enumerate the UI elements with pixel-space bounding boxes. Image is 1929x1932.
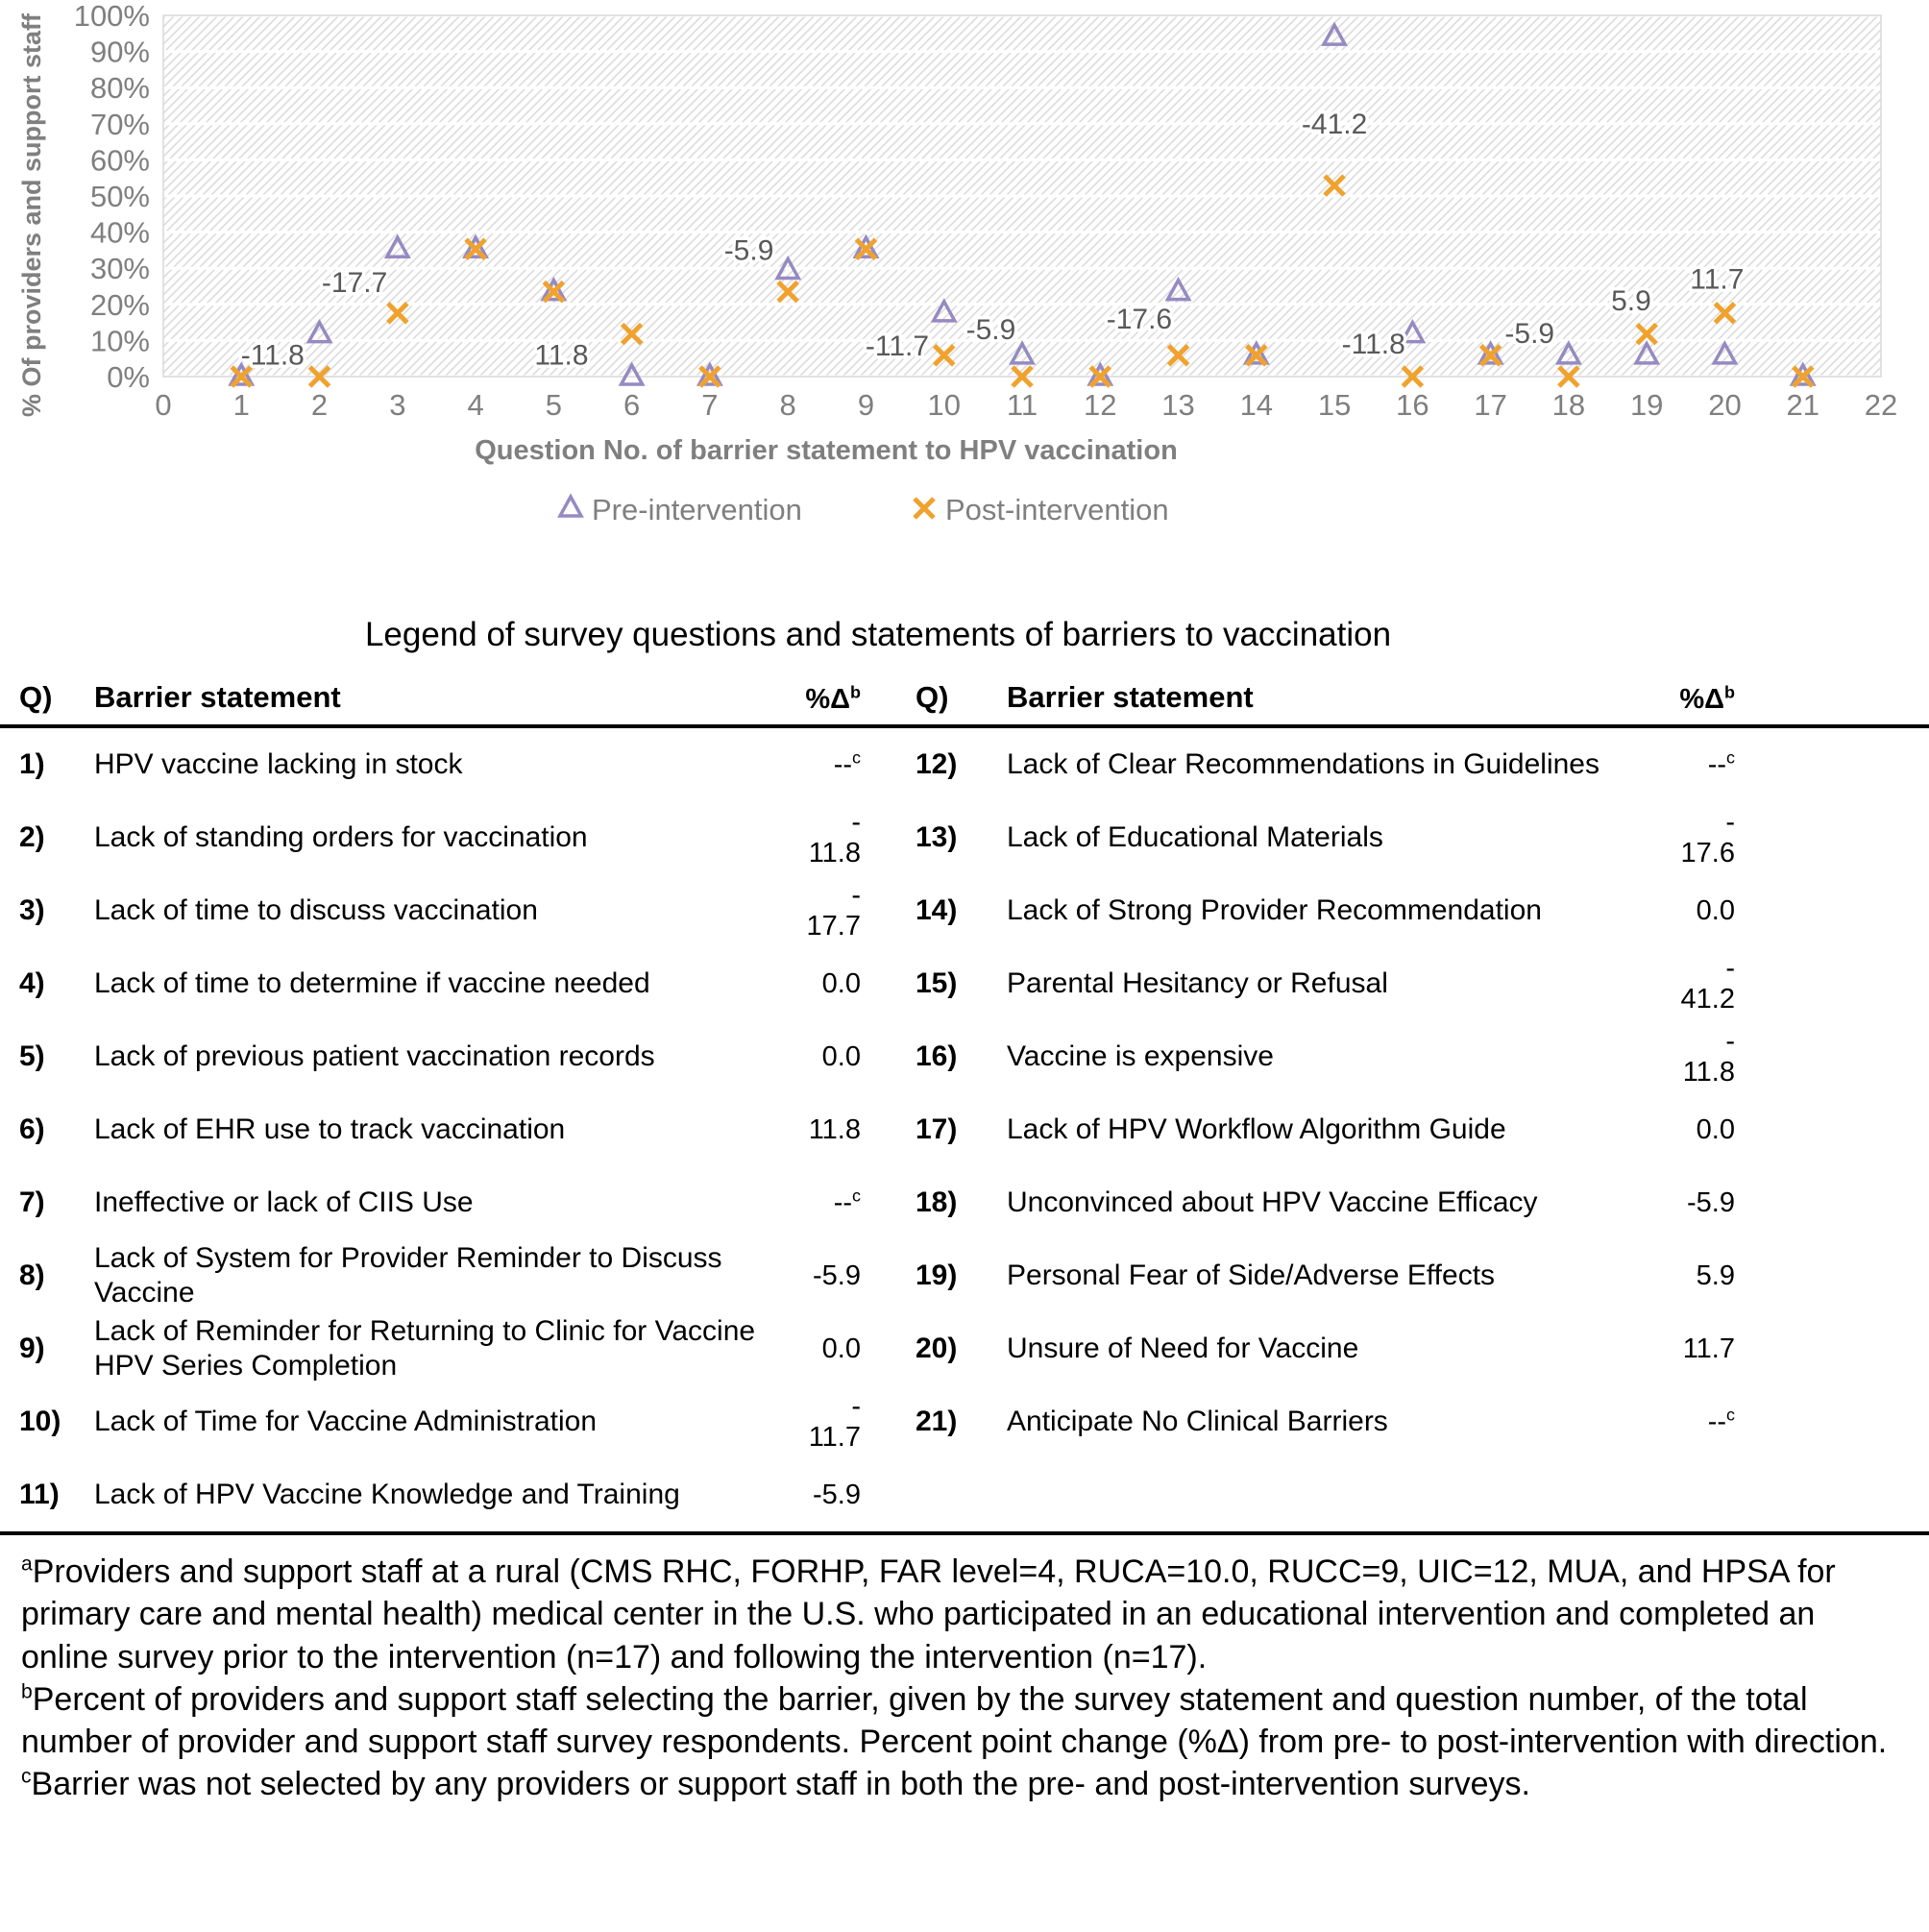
q-number-right: 18) [916, 1186, 958, 1219]
delta-value-right: 0.0 [1696, 894, 1735, 926]
table-title: Legend of survey questions and statements of barriers to vaccination [364, 616, 1392, 653]
x-tick-label: 10 [927, 388, 961, 422]
legend-table-section [0, 616, 1929, 1535]
y-tick-label: 50% [89, 180, 150, 213]
y-axis-title: % Of providers and support staff [17, 12, 46, 418]
x-tick-label: 13 [1161, 388, 1195, 422]
table-row [0, 1020, 1929, 1093]
data-label: -17.7 [321, 267, 388, 300]
delta-value-left: - 11.7 [808, 1390, 861, 1454]
x-tick-label: 2 [310, 388, 329, 422]
q-number-left: 7) [19, 1186, 45, 1219]
data-label: -5.9 [723, 234, 774, 267]
barrier-statement-left: Lack of System for Provider Reminder to Discuss Vaccine [94, 1242, 722, 1309]
delta-value-left: - 11.8 [808, 806, 861, 869]
delta-value-right: - 11.8 [1682, 1025, 1735, 1088]
pre-intervention-legend-marker [560, 497, 581, 516]
delta-value-left: 0.0 [821, 967, 861, 999]
q-number-left: 5) [19, 1040, 45, 1073]
delta-value-right: - 41.2 [1680, 952, 1735, 1015]
x-tick-label: 5 [545, 388, 562, 422]
barrier-statement-left: Lack of previous patient vaccination records [94, 1040, 655, 1073]
x-tick-label: 7 [701, 388, 719, 422]
footnote-marker: b [21, 1680, 33, 1703]
hpv-barrier-chart [0, 0, 1929, 562]
table-header [0, 679, 1929, 724]
delta-value-right: 0.0 [1696, 1113, 1735, 1145]
y-tick-label: 40% [89, 215, 150, 250]
delta-value-left: --$^c$ [833, 747, 861, 780]
delta-value-left: 11.8 [808, 1113, 861, 1145]
legend-post-label: Post-intervention [945, 493, 1169, 526]
delta-value-right: - 17.6 [1680, 806, 1735, 869]
y-tick-label: 0% [107, 360, 150, 394]
data-label: 11.8 [534, 339, 589, 372]
data-label: -5.9 [965, 314, 1016, 347]
q-number-right: 15) [916, 967, 958, 1000]
pre-intervention-legend-icon [560, 497, 581, 516]
x-tick-label: 12 [1084, 388, 1117, 422]
footnote-marker: a [21, 1553, 33, 1576]
delta-value-left: - 17.7 [806, 879, 861, 942]
header-statement-right: Barrier statement [1007, 680, 1254, 714]
q-number-right: 12) [916, 748, 958, 781]
footnotes [21, 1551, 1908, 1805]
q-number-right: 19) [916, 1259, 958, 1292]
q-number-right: 21) [916, 1406, 958, 1438]
x-tick-label: 15 [1317, 388, 1352, 422]
delta-value-right: -5.9 [1687, 1186, 1735, 1218]
delta-value-right: 11.7 [1682, 1333, 1735, 1364]
barrier-statement-right: Unsure of Need for Vaccine [1007, 1333, 1359, 1365]
q-number-right: 16) [916, 1040, 958, 1073]
table-row [0, 1312, 1929, 1385]
legend-pre-label: Pre-intervention [592, 493, 802, 526]
delta-value-left: 0.0 [821, 1333, 861, 1364]
y-tick-label: 20% [89, 287, 150, 322]
data-label: 11.7 [1690, 263, 1745, 296]
barrier-statement-left: Lack of Time for Vaccine Administration [94, 1406, 598, 1438]
table-row [0, 947, 1929, 1020]
x-tick-label: 16 [1396, 388, 1429, 422]
barrier-statement-left: Lack of standing orders for vaccination [94, 821, 588, 854]
x-axis-title: Question No. of barrier statement to HPV vaccination [475, 435, 1178, 466]
x-tick-label: 9 [857, 388, 875, 422]
bottom-rule [0, 1531, 1929, 1535]
barrier-statement-left: Lack of time to discuss vaccination [94, 894, 538, 927]
barrier-statement-left: Lack of EHR use to track vaccination [94, 1113, 566, 1146]
x-tick-label: 20 [1708, 388, 1742, 422]
plot-area [74, 0, 1898, 422]
post-intervention-legend-marker [915, 499, 934, 518]
footnote-marker: c [21, 1765, 32, 1788]
y-tick-label: 30% [89, 252, 150, 286]
y-tick-label: 70% [89, 107, 150, 141]
table-row [0, 1458, 1929, 1531]
header-statement-left: Barrier statement [94, 680, 341, 714]
y-tick-label: 10% [89, 324, 150, 358]
barrier-statement-left: Lack of time to determine if vaccine needed [94, 967, 650, 1000]
table-row [0, 874, 1929, 947]
q-number-left: 8) [19, 1259, 45, 1292]
x-tick-label: 22 [1864, 388, 1898, 422]
q-number-right: 17) [916, 1113, 958, 1146]
data-label: 5.9 [1611, 285, 1651, 318]
x-tick-label: 19 [1629, 388, 1664, 422]
header-q-left: Q) [19, 680, 53, 715]
q-number-left: 2) [19, 821, 45, 854]
barrier-statement-left: Ineffective or lack of CIIS Use [94, 1186, 474, 1219]
y-tick-label: 80% [89, 71, 150, 106]
delta-value-left: -5.9 [813, 1479, 861, 1510]
data-label: -17.6 [1106, 303, 1173, 335]
barrier-statement-left: HPV vaccine lacking in stock [94, 748, 463, 781]
barrier-statement-right: Lack of Strong Provider Recommendation [1007, 894, 1542, 927]
header-delta-right: $\%\Delta^b$ [1679, 682, 1735, 715]
y-tick-label: 100% [73, 0, 150, 33]
footnote-a: $^a$Providers and support staff at a rural (CMS RHC, FORHP, FAR level=4, RUCA=10.0, RUCC=9, UIC=12, MUA, and HPSA for primary care and mental health) medical center in the U.S. who participated in an educational intervention and completed an online survey prior to the intervention (n=17) and following the intervention (n=17). [21, 1553, 1836, 1675]
data-label: -41.2 [1301, 108, 1368, 140]
q-number-right: 14) [916, 894, 958, 927]
y-tick-label: 60% [89, 143, 150, 178]
table-row [0, 1239, 1929, 1312]
q-number-left: 11) [19, 1479, 60, 1511]
data-label: -5.9 [1504, 317, 1555, 350]
table-body [0, 728, 1929, 1531]
data-label: -11.7 [865, 330, 930, 363]
delta-value-left: 0.0 [821, 1040, 861, 1072]
table-row [0, 728, 1929, 801]
x-tick-label: 14 [1239, 388, 1274, 422]
chart-legend [560, 493, 1169, 526]
data-label: -11.8 [1341, 329, 1405, 361]
table-row [0, 1166, 1929, 1239]
q-number-left: 6) [19, 1113, 45, 1146]
barrier-statement-right: Lack of Educational Materials [1007, 821, 1383, 854]
delta-value-right: --$^c$ [1707, 747, 1735, 780]
x-tick-label: 0 [155, 388, 172, 422]
q-number-right: 13) [916, 821, 958, 854]
footnote-b: $^b$Percent of providers and support staff selecting the barrier, given by the survey statement and question number, of the total number of provider and support staff survey respondents. Percent point change (%Δ) from pre- to post-intervention with direction. [21, 1680, 1888, 1760]
table-row [0, 1385, 1929, 1458]
q-number-left: 10) [19, 1406, 61, 1438]
x-tick-label: 18 [1551, 388, 1586, 422]
q-number-left: 1) [19, 748, 45, 781]
table-row [0, 801, 1929, 874]
header-delta-left: $\%\Delta^b$ [805, 682, 861, 715]
delta-value-right: --$^c$ [1707, 1405, 1735, 1437]
x-tick-label: 11 [1006, 388, 1038, 422]
q-number-left: 3) [19, 894, 45, 927]
barrier-statement-left: Lack of HPV Vaccine Knowledge and Training [94, 1479, 680, 1511]
q-number-left: 9) [19, 1333, 45, 1365]
barrier-statement-right: Lack of HPV Workflow Algorithm Guide [1007, 1113, 1506, 1146]
data-label: -11.8 [240, 339, 305, 372]
q-number-right: 20) [916, 1333, 958, 1365]
y-tick-label: 90% [89, 35, 150, 69]
q-number-left: 4) [19, 967, 45, 1000]
x-tick-label: 6 [623, 388, 641, 422]
post-intervention-legend-icon [915, 499, 934, 518]
barrier-statement-right: Lack of Clear Recommendations in Guidelines [1007, 748, 1599, 781]
barrier-statement-right: Personal Fear of Side/Adverse Effects [1007, 1259, 1496, 1292]
x-tick-label: 17 [1474, 388, 1507, 422]
x-tick-label: 1 [232, 388, 250, 422]
barrier-statement-right: Anticipate No Clinical Barriers [1007, 1406, 1388, 1438]
barrier-statement-left: Lack of Reminder for Returning to Clinic for Vaccine HPV Series Completion [94, 1315, 756, 1382]
footnote-c: $^c$Barrier was not selected by any providers or support staff in both the pre- and post-intervention surveys. [21, 1765, 1530, 1803]
header-q-right: Q) [916, 680, 949, 715]
delta-value-left: -5.9 [813, 1259, 861, 1291]
x-tick-label: 8 [779, 388, 796, 422]
x-tick-label: 3 [389, 388, 406, 422]
x-tick-label: 4 [467, 388, 484, 422]
delta-value-left: --$^c$ [833, 1186, 861, 1218]
barrier-statement-right: Parental Hesitancy or Refusal [1007, 967, 1388, 1000]
barrier-statement-right: Unconvinced about HPV Vaccine Efficacy [1007, 1186, 1538, 1219]
table-row [0, 1093, 1929, 1166]
delta-value-right: 5.9 [1696, 1259, 1735, 1291]
barrier-statement-right: Vaccine is expensive [1007, 1040, 1274, 1073]
scatter-plot [0, 0, 1929, 562]
x-tick-label: 21 [1786, 388, 1819, 422]
